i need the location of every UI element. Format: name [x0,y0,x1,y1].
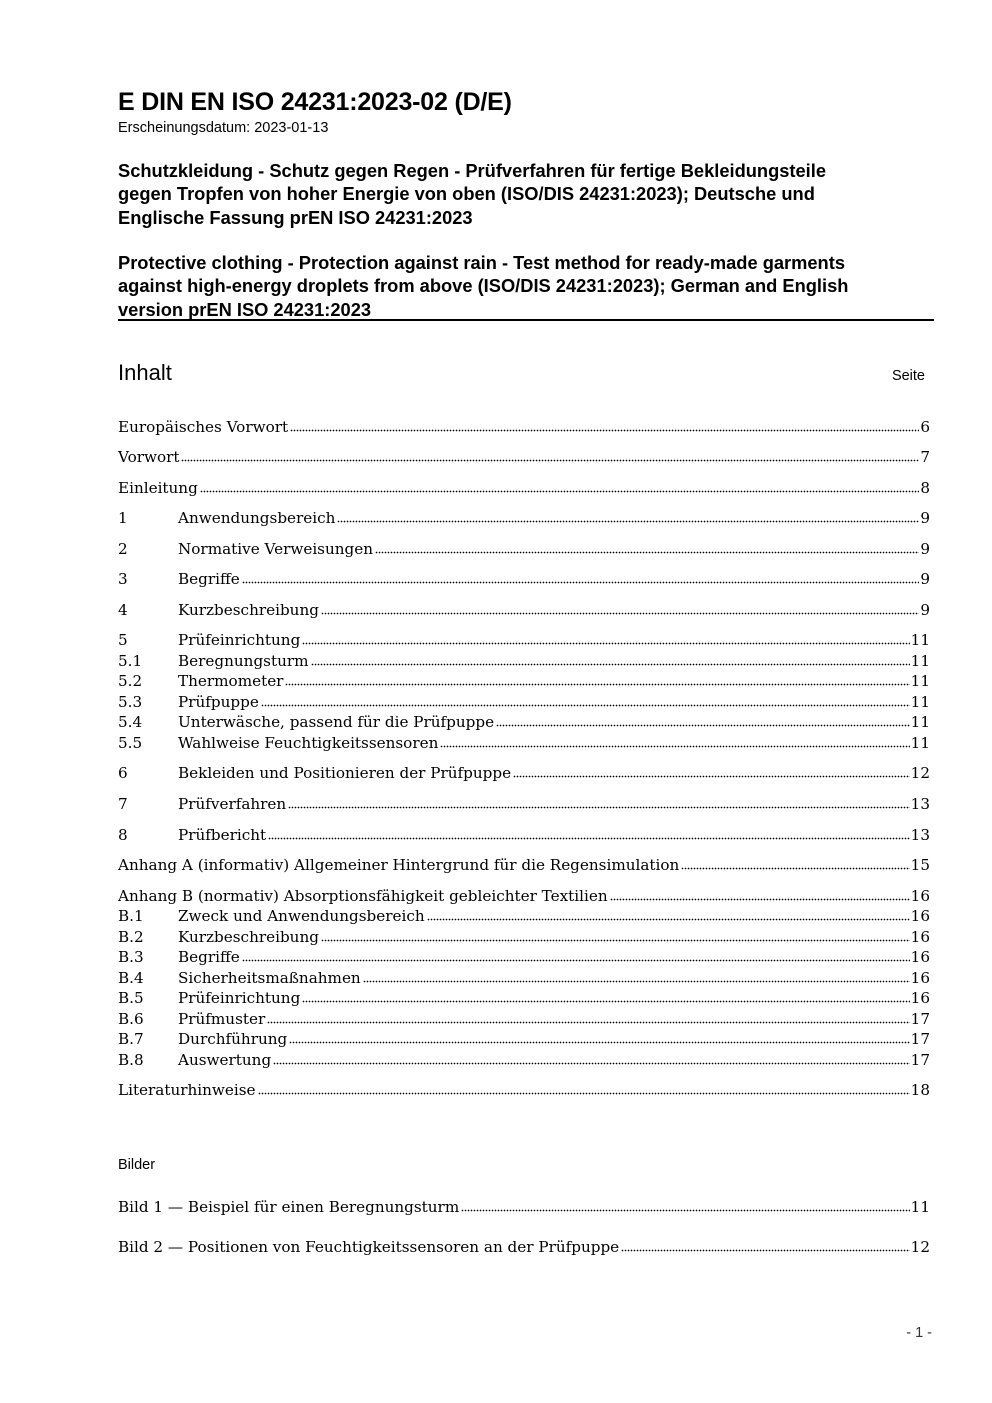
toc-page: 9 [920,540,930,558]
toc-entry[interactable] [118,1050,930,1070]
toc-entry[interactable] [118,600,930,620]
toc-entry[interactable] [118,733,930,753]
figure-page: 11 [910,1198,930,1216]
toc-title: Normative Verweisungen [178,540,374,558]
toc-title: Prüfeinrichtung [178,989,301,1007]
toc-title: Kurzbeschreibung [178,601,319,619]
toc-page: 12 [910,764,930,782]
toc-number: 5.3 [118,693,143,711]
toc-number: 5.1 [118,652,143,670]
title-english-line: against high-energy droplets from above (ISO/DIS 24231:2023); German and English [118,275,849,297]
toc-title: Prüfeinrichtung [178,631,301,649]
toc-title: Vorwort [118,448,180,466]
figure-title: Bild 2 — Positionen von Feuchtigkeitssensoren an der Prüfpuppe [118,1238,620,1256]
toc-leader-dots [302,999,909,1003]
toc-page: 15 [910,856,930,874]
toc-page: 13 [910,795,930,813]
toc-leader-dots [302,641,909,645]
toc-title: Anhang B (normativ) Absorptionsfähigkeit gebleichter Textilien [118,887,608,905]
toc-number: 5.4 [118,713,143,731]
toc-leader-dots [375,550,919,554]
title-english-line: Protective clothing - Protection against rain - Test method for ready-made garments [118,252,845,273]
toc-page: 16 [910,989,930,1007]
toc-number: 1 [118,509,128,527]
toc-entry[interactable] [118,478,930,498]
toc-entry[interactable] [118,1029,930,1049]
toc-leader-dots [681,866,909,870]
figure-leader-dots [621,1248,910,1252]
toc-entry[interactable] [118,508,930,528]
toc-leader-dots [285,682,909,686]
toc-leader-dots [242,580,920,584]
toc-title: Prüfpuppe [178,693,259,711]
toc-title: Literaturhinweise [118,1081,256,1099]
toc-page: 8 [920,479,930,497]
toc-leader-dots [200,489,920,493]
toc-number: 5.2 [118,672,143,690]
toc-title: Thermometer [178,672,284,690]
toc-page: 11 [910,631,930,649]
toc-entry[interactable] [118,855,930,875]
toc-leader-dots [337,519,919,523]
toc-title: Einleitung [118,479,198,497]
toc-entry[interactable] [118,447,930,467]
title-german-line: gegen Tropfen von hoher Energie von oben (ISO/DIS 24231:2023); Deutsche und [118,183,815,205]
toc-entry[interactable] [118,947,930,967]
title-german-line: Schutzkleidung - Schutz gegen Regen - Prüfverfahren für fertige Bekleidungsteile [118,160,826,181]
toc-page: 17 [910,1010,930,1028]
toc-entry[interactable] [118,927,930,947]
toc-page: 17 [910,1051,930,1069]
toc-leader-dots [242,958,910,962]
toc-page: 16 [910,948,930,966]
toc-page: 16 [910,907,930,925]
publication-date: Erscheinungsdatum: 2023-01-13 [118,120,329,136]
toc-title: Auswertung [178,1051,272,1069]
figure-page: 12 [910,1238,930,1256]
toc-leader-dots [496,723,910,727]
toc-leader-dots [181,458,919,462]
toc-leader-dots [290,428,919,432]
title-english-line: version prEN ISO 24231:2023 [118,298,372,320]
toc-page: 11 [910,713,930,731]
toc-leader-dots [261,703,910,707]
toc-title: Prüfverfahren [178,795,287,813]
toc-page: 16 [910,969,930,987]
toc-entry[interactable] [118,712,930,732]
title-english [118,251,928,321]
toc-leader-dots [363,979,910,983]
toc-title: Wahlweise Feuchtigkeitssensoren [178,734,439,752]
toc-entry[interactable] [118,417,930,437]
toc-page: 11 [910,693,930,711]
toc-entry[interactable] [118,539,930,559]
toc-entry[interactable] [118,906,930,926]
toc-number: 4 [118,601,128,619]
toc-title: Anwendungsbereich [178,509,336,527]
toc-entry[interactable] [118,763,930,783]
toc-leader-dots [321,938,910,942]
toc-number: B.3 [118,948,144,966]
toc-number: 2 [118,540,128,558]
toc-page: 11 [910,672,930,690]
toc-page: 17 [910,1030,930,1048]
toc-number: B.5 [118,989,144,1007]
toc-number: 5.5 [118,734,143,752]
toc-leader-dots [268,836,910,840]
toc-page: 9 [920,601,930,619]
toc-title: Zweck und Anwendungsbereich [178,907,425,925]
toc-page: 9 [920,570,930,588]
toc-entry[interactable] [118,794,930,814]
toc-entry[interactable] [118,825,930,845]
toc-entry[interactable] [118,1009,930,1029]
toc-title: Beregnungsturm [178,652,309,670]
page-number: - 1 - [906,1325,932,1341]
toc-title: Anhang A (informativ) Allgemeiner Hintergrund für die Regensimulation [118,856,680,874]
toc-number: 6 [118,764,128,782]
toc-page: 11 [910,734,930,752]
toc-page: 6 [920,418,930,436]
toc-page: 11 [910,652,930,670]
figures-heading: Bilder [118,1157,156,1173]
toc-page: 9 [920,509,930,527]
figure-title: Bild 1 — Beispiel für einen Beregnungsturm [118,1198,460,1216]
toc-number: 3 [118,570,128,588]
toc-title: Sicherheitsmaßnahmen [178,969,361,987]
toc-number: 5 [118,631,128,649]
figure-entry[interactable] [118,1237,930,1257]
toc-entry[interactable] [118,651,930,671]
toc-entry[interactable] [118,692,930,712]
toc-title: Unterwäsche, passend für die Prüfpuppe [178,713,495,731]
title-german-line: Englische Fassung prEN ISO 24231:2023 [118,206,473,228]
toc-leader-dots [513,774,910,778]
toc-number: B.8 [118,1051,144,1069]
figure-entry[interactable] [118,1197,930,1217]
toc-leader-dots [273,1061,909,1065]
toc-leader-dots [427,917,910,921]
toc-page: 18 [910,1081,930,1099]
toc-page: 16 [910,887,930,905]
toc-leader-dots [267,1020,909,1024]
toc-number: 7 [118,795,128,813]
toc-title: Durchführung [178,1030,288,1048]
toc-number: B.7 [118,1030,144,1048]
toc-number: B.4 [118,969,144,987]
toc-page: 13 [910,826,930,844]
toc-number: B.6 [118,1010,144,1028]
toc-entry[interactable] [118,988,930,1008]
toc-number: B.2 [118,928,144,946]
toc-leader-dots [321,611,919,615]
toc-title: Prüfbericht [178,826,267,844]
toc-entry[interactable] [118,1080,930,1100]
title-divider [118,319,934,321]
toc-entry[interactable] [118,569,930,589]
toc-title: Begriffe [178,570,240,588]
toc-leader-dots [258,1091,910,1095]
toc-page-label: Seite [891,368,925,384]
toc-number: B.1 [118,907,144,925]
toc-leader-dots [289,1040,909,1044]
toc-title: Europäisches Vorwort [118,418,289,436]
toc-leader-dots [311,662,910,666]
document-id: E DIN EN ISO 24231:2023-02 (D/E) [118,88,512,116]
toc-title: Kurzbeschreibung [178,928,319,946]
toc-entry[interactable] [118,630,930,650]
title-german [118,159,928,229]
toc-entry[interactable] [118,968,930,988]
toc-title: Bekleiden und Positionieren der Prüfpuppe [178,764,512,782]
toc-page: 7 [920,448,930,466]
toc-entry[interactable] [118,886,930,906]
toc-leader-dots [288,805,909,809]
toc-number: 8 [118,826,128,844]
toc-title: Prüfmuster [178,1010,266,1028]
toc-leader-dots [440,744,909,748]
toc-entry[interactable] [118,671,930,691]
toc-leader-dots [610,897,910,901]
toc-title: Begriffe [178,948,240,966]
toc-heading: Inhalt [118,360,172,385]
figure-leader-dots [461,1208,909,1212]
toc-page: 16 [910,928,930,946]
